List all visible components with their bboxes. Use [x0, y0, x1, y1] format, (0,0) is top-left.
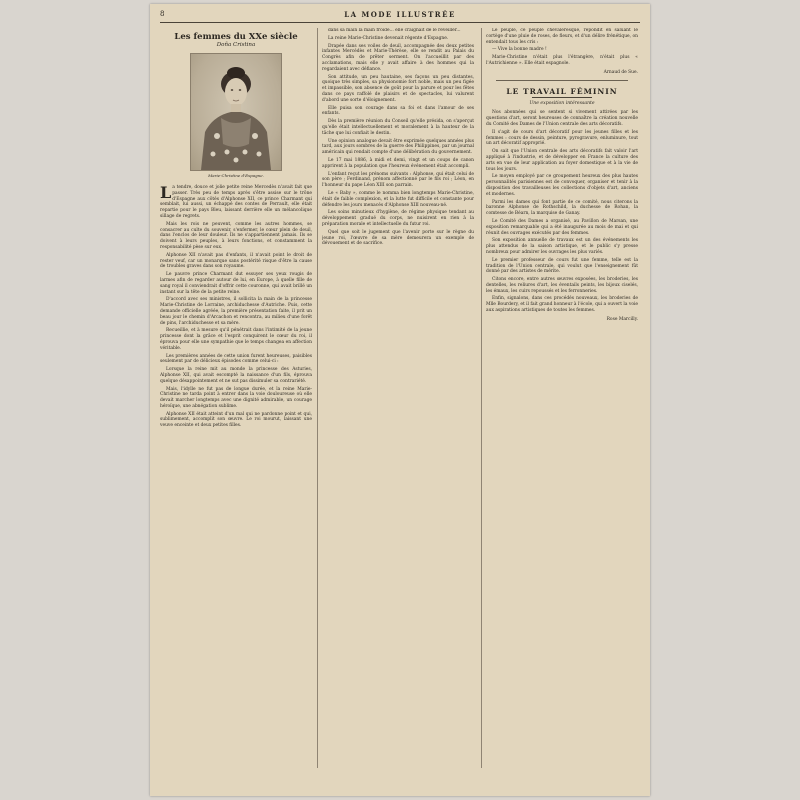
paragraph: dans sa main la main froide... elle craignait de le réveiller...: [328, 28, 461, 33]
article-body-continued: [322, 28, 474, 247]
section-title: LE TRAVAIL FÉMININ: [506, 86, 618, 96]
article-subtitle: Doña Cristina: [216, 42, 256, 48]
paragraph: Le moyen employé par ce groupement heureux des plus hautes personnalités parisiennes est de convoquer, organiser et tenir à la disposition des travailleuses les collections d'objets d'art, anciens et modernes.: [486, 174, 638, 197]
page-header: [160, 10, 640, 22]
section-body: [486, 110, 638, 314]
portrait-photo: [190, 53, 282, 171]
section-signature: Rose Marcilly.: [606, 316, 638, 322]
paragraph: Le pauvre prince Charmant dut essuyer ses yeux rougis de larmes afin de regarder autour de lui, en Europe, à quelle fille de sang royal il conviendrait d'offrir cette couronne, qui avait brillé un instant sur la tête de la petite reine.: [160, 272, 312, 295]
paragraph: a tendre, douce et jolie petite reine Mercedès n'avait fait que passer. Très peu de temps après s'être assise sur le trône d'Espagne aux côtés d'Alphonse XII, ce prince Charmant qui semblait, lui aussi, un échappé des contes de Perrault, elle était repartie pour le pays Bleu, laissant derrière elle un mélancolique sillage de regrets.: [160, 185, 312, 219]
paragraph: Elle puisa son courage dans sa foi et dans l'amour de ses enfants.: [322, 105, 474, 117]
paragraph: Alphonse XII était atteint d'un mal qui ne pardonne point et qui, sublimement, accomplit son œuvre. Le roi mourut, laissant une veuve enceinte et deux petites filles.: [160, 411, 312, 429]
paragraph: Une opinion analogue devait être exprimée quelques années plus tard, aux jours sombres de la guerre des Philippines, par un journal américain qui rendait compte d'une délibération du gouvernement.: [322, 138, 474, 156]
column-rule: [317, 28, 318, 768]
article-title: Les femmes du XXe siècle: [174, 32, 298, 42]
paragraph: D'accord avec ses ministres, il sollicita la main de la princesse Marie-Christine de Lorraine, archiduchesse d'Autriche. Puis, cette demande officielle agréée, la première présentation faite, il prit un beau jour le chemin d'Arcachon et rencontra, au milieu d'une forêt de pins, l'archiduchesse et sa mère.: [160, 297, 312, 326]
drop-cap: L: [160, 183, 172, 202]
paragraph: Drapée dans ses voiles de deuil, accompagnée des deux petites infantes Mercédès et Marie-Thérèse, elle se rendit au Palais du Congrès afin de prêter serment. On l'accueillit par des acclamations, mais elle y avait affaire à des hommes qui la regardaient avec défiance.: [322, 43, 474, 72]
portrait-illustration: [191, 54, 281, 170]
paragraph: Alphonse XII n'avait pas d'enfants, il n'avait point le droit de rester veuf, car un monarque sans postérité risque d'être la cause de troubles graves dans son royaume.: [160, 252, 312, 270]
photo-caption: Marie-Christine d'Espagne.: [208, 173, 264, 178]
running-head: LA MODE ILLUSTRÉE: [344, 10, 456, 19]
magazine-page: [150, 4, 650, 796]
header-rule: [160, 22, 640, 23]
article-separator: [496, 80, 628, 81]
paragraph: Dès la première réunion du Conseil qu'elle présida, on s'aperçut qu'elle était intellectuellement et moralement à la hauteur de la tâche que lui confiait le destin.: [322, 119, 474, 136]
paragraph: Son attitude, un peu hautaine, ses façons un peu distantes, quoique très simples, sa physionomie fort noble, mais un peu figée et impassible, son absence de goût pour la parure et pour les fêtes dans ce pays raffolé de plaisirs et de spectacles, lui valurent d'abord une sorte d'éloignement.: [322, 74, 474, 103]
page-number: 8: [160, 10, 165, 18]
section-title-rule: [532, 97, 592, 98]
paragraph: Parmi les dames qui font partie de ce comité, nous citerons la baronne Alphonse de Rothschild, la duchesse de Rohan, la comtesse de Béarn, la marquise de Ganay.: [486, 199, 638, 217]
paragraph: Recueillie, et à mesure qu'il pénétrait dans l'intimité de la jeune princesse dont la grâce et l'esprit conquirent le cœur du roi, il éprouva pour elle une sympathie que le temps changea en affection véritable.: [160, 328, 312, 351]
paragraph: Mais, l'idylle ne fut pas de longue durée, et la reine Marie-Christine ne tarda point à entrer dans la voie douloureuse où elle devait marcher longtemps avec une dignité admirable, un courage héroïque, une abnégation sublime.: [160, 386, 312, 409]
column-2: [322, 28, 474, 788]
paragraph: Le « Baby », comme le nomma bien longtemps Marie-Christine, était de faible complexion, et la lutte fut difficile et constante pour défendre les jours menacés d'Alphonse XIII nouveau-né.: [322, 190, 474, 208]
paragraph: Le peuple, ce peuple chevaleresque, répondit en saluant le cortège d'une pluie de roses, de fleurs, et d'un délire frénétique, on entendait tous les cris :: [486, 28, 638, 45]
paragraph: — Vive la bonne madre !: [492, 47, 547, 53]
column-3: [486, 28, 638, 788]
paragraph: Le 17 mai 1886, à midi et demi, vingt et un coups de canon apprirent à la population que l'heureux événement était accompli.: [322, 157, 474, 169]
paragraph: Citons encore, entre autres œuvres exposées, les broderies, les dentelles, les reliures d'art, les éventails peints, les bijoux ciselés, les émaux, les cuirs repoussés et les ferronneries.: [486, 277, 638, 294]
article-signature: Arnaud de Sue.: [603, 69, 638, 75]
paragraph: On sait que l'Union centrale des arts décoratifs fait valoir l'art appliqué à l'industrie, et de développer en France la culture des arts en vue de leur application au foyer domestique et à la vie de tous les jours.: [486, 149, 638, 172]
article-body: [160, 185, 312, 429]
paragraph: Les soins minutieux d'hygiène, de régime physique tendant au développement gradué du corps, ne nuisirent en rien à la préparation morale et intellectuelle du futur roi.: [322, 210, 474, 227]
paragraph: Il s'agit de cours d'art décoratif pour les jeunes filles et les femmes : cours de dessin, peinture, pyrogravure, enluminure, tout un art décoratif approprié.: [486, 129, 638, 147]
paragraph: Les premières années de cette union furent heureuses, paisibles seulement par de délicieux épisodes comme celui-ci :: [160, 353, 312, 365]
paragraph: Lorsque la reine mit au monde la princesse des Asturies, Alphonse XII, qui avait escompté la naissance d'un fils, éprouva quelque désappointement et ne sut pas dissimuler sa contrariété.: [160, 367, 312, 384]
section-subtitle: Une exposition intéressante: [529, 100, 595, 106]
paragraph: L'enfant reçut les prénoms suivants : Alphonse, qui était celui de son père ; Ferdinand, prénom affectionné par le fils roi ; Léon, en l'honneur du pape Léon XIII son parrain.: [322, 171, 474, 189]
paragraph: Son exposition annuelle de travaux est un des événements les plus attendus de la saison artistique, et le public s'y presse nombreux pour admirer les ouvrages les plus variés.: [486, 238, 638, 255]
paragraph: Quel que soit le jugement que l'avenir porte sur le règne du jeune roi, l'œuvre de sa mère demeurera un exemple de dévouement et de sacrifice.: [322, 229, 474, 247]
column-1: [160, 28, 312, 788]
paragraph: Marie-Christine n'était plus l'étrangère, n'était plus « l'Autrichienne ». Elle était espagnole.: [486, 55, 638, 66]
paragraph: Nos abonnées qui se sentent si vivement attirées par les questions d'art, seront heureuses de connaître la création nouvelle du Comité des Dames de l'Union centrale des arts décoratifs.: [486, 110, 638, 127]
paragraph: La reine Marie-Christine devenait régente d'Espagne.: [328, 35, 449, 41]
column-rule: [481, 28, 482, 768]
paragraph: Le premier professeur de cours fut une femme, telle est la tradition de l'Union centrale, qui voulut que l'enseignement fût donné par des artistes de mérite.: [486, 257, 638, 275]
article-body-end: [486, 28, 638, 67]
paragraph: Mais les rois ne peuvent, comme les autres hommes, se consacrer au culte du souvenir, s'enfermer, le cœur plein de deuil, dans l'enclos de leur douleur. Ils ne s'appartiennent jamais. Ils se doivent à leurs peuples, à leurs fonctions, et constamment la responsabilité pèse sur eux.: [160, 221, 312, 250]
paragraph: Le Comité des Dames a organisé, au Pavillon de Marsan, une exposition remarquable qui a été inaugurée au mois de mai et qui réunit des ouvrages exécutés par des femmes.: [486, 218, 638, 236]
paragraph: Enfin, signalons, dans ces procédés nouveaux, les broderies de Mlle Bourdery, et il fait grand honneur à l'école, qui a ouvert la voie aux aspirations artistiques de toutes les femmes.: [486, 296, 638, 314]
